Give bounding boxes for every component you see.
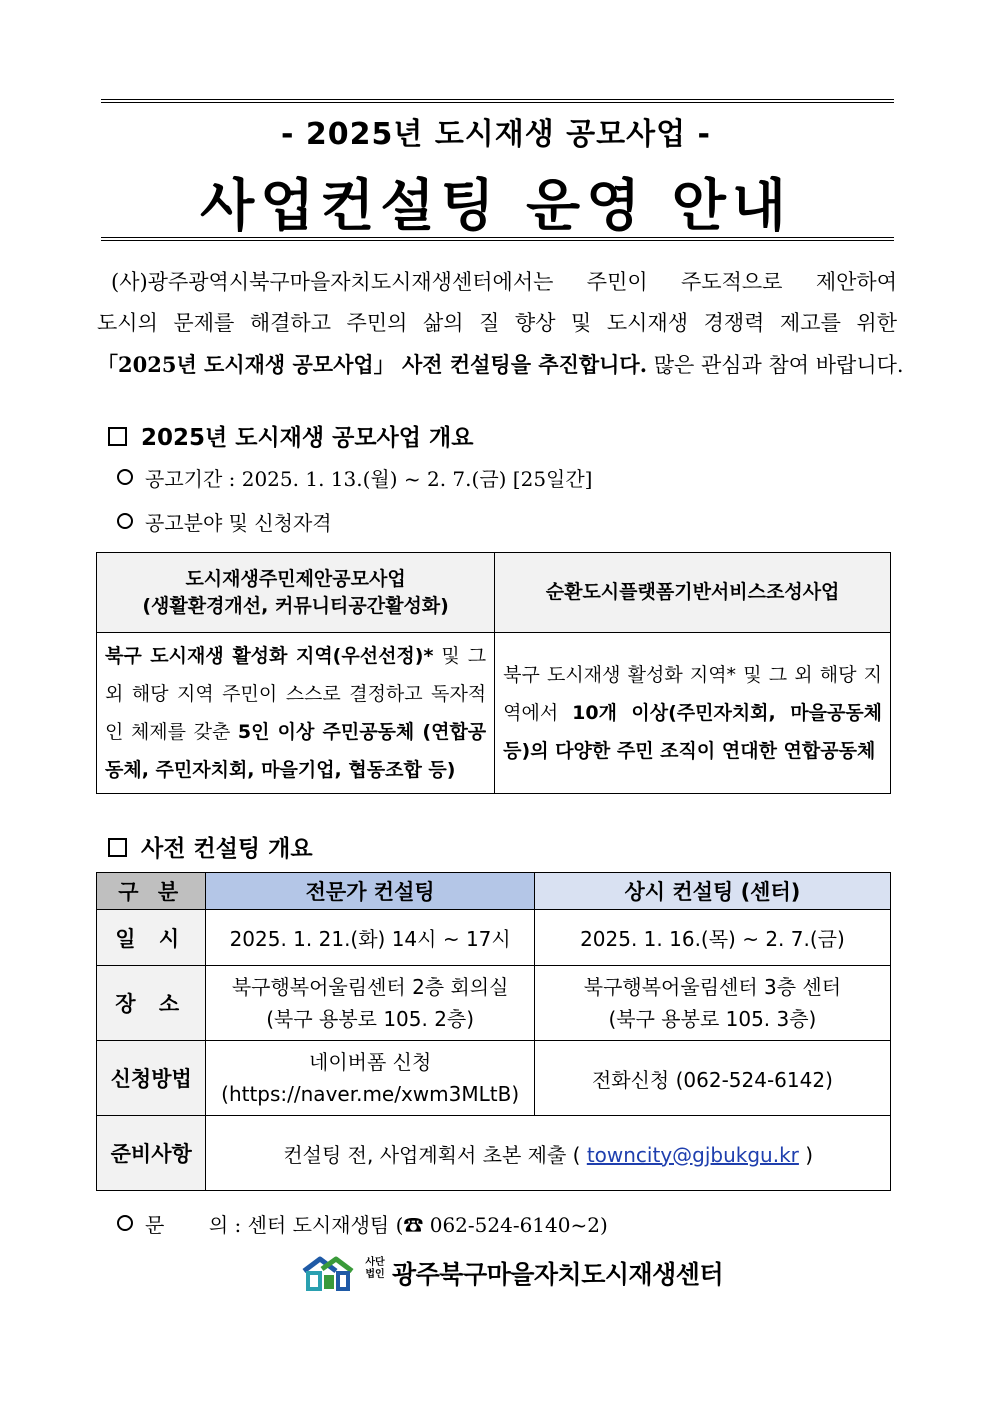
preparation-details: 컨설팅 전, 사업계획서 초본 제출 ( towncity@gjbukgu.kr ) xyxy=(206,1116,891,1191)
date-regular: 2025. 1. 16.(목) ~ 2. 7.(금) xyxy=(534,910,890,966)
place-regular: 북구행복어울림센터 3층 센터 (북구 용봉로 105. 3층) xyxy=(534,966,890,1041)
square-bullet-icon xyxy=(108,427,127,446)
section-heading-text: 2025년 도시재생 공모사업 개요 xyxy=(141,425,474,451)
circle-bullet-icon xyxy=(117,513,133,529)
section-heading-overview xyxy=(108,419,473,452)
intro-line-1: (사)광주광역시북구마을자치도시재생센터에서는 주민이 주도적으로 제안하여 xyxy=(111,270,897,294)
square-bullet-icon xyxy=(108,838,127,857)
date-expert: 2025. 1. 21.(화) 14시 ~ 17시 xyxy=(206,910,534,966)
intro-closing: 많은 관심과 참여 바랍니다. xyxy=(647,353,904,377)
intro-paragraph xyxy=(97,262,904,386)
intro-highlight: 「2025년 도시재생 공모사업」 사전 컨설팅을 추진합니다. xyxy=(97,352,648,377)
fields-eligibility xyxy=(117,507,332,536)
table-row xyxy=(97,966,891,1041)
row-header-preparation: 준비사항 xyxy=(97,1116,206,1191)
corp-label: 사단 법인 xyxy=(365,1257,385,1280)
contact-email-link[interactable]: towncity@gjbukgu.kr xyxy=(586,1142,799,1167)
col-header-expert: 전문가 컨설팅 xyxy=(206,873,534,910)
col-header-regular: 상시 컨설팅 (센터) xyxy=(534,873,890,910)
place-expert: 북구행복어울림센터 2층 회의실 (북구 용봉로 105. 2층) xyxy=(206,966,534,1041)
house-logo-icon xyxy=(300,1253,356,1293)
table-row xyxy=(97,1116,891,1191)
table-row xyxy=(97,1041,891,1116)
page-title: 사업컨설팅 운영 안내 xyxy=(200,174,792,239)
announcement-period-text: 공고기간 : 2025. 1. 13.(월) ~ 2. 7.(금) [25일간] xyxy=(145,467,593,491)
col-header-category: 구 분 xyxy=(97,873,206,910)
eligibility-resident-proposal: 북구 도시재생 활성화 지역(우선선정)* 및 그 외 해당 지역 주민이 스스로 결정하고 독자적인 체제를 갖춘 5인 이상 주민공동체 (연합공동체, 주민자치회, 마을기업, 협동조합 등) xyxy=(97,633,495,794)
row-header-date: 일 시 xyxy=(97,910,206,966)
method-expert: 네이버폼 신청 (https://naver.me/xwm3MLtB) xyxy=(206,1041,534,1116)
contact-info xyxy=(117,1209,608,1238)
table-row xyxy=(97,910,891,966)
eligibility-table xyxy=(96,552,891,794)
circle-bullet-icon xyxy=(117,469,133,485)
table-row xyxy=(97,873,891,910)
contact-text: : 센터 도시재생팀 (☎ 062-524-6140~2) xyxy=(228,1213,608,1237)
row-header-place: 장 소 xyxy=(97,966,206,1041)
eligibility-platform-service: 북구 도시재생 활성화 지역* 및 그 외 해당 지역에서 10개 이상(주민자치회, 마을공동체 등)의 다양한 주민 조직이 연대한 연합공동체 xyxy=(495,633,891,794)
title-bottom-rule xyxy=(101,237,894,238)
contact-label: 문 의 xyxy=(145,1213,229,1237)
col-header-platform-service: 순환도시플랫폼기반서비스조성사업 xyxy=(495,553,891,633)
circle-bullet-icon xyxy=(117,1215,133,1231)
table-row xyxy=(97,553,891,633)
method-regular: 전화신청 (062-524-6142) xyxy=(534,1041,890,1116)
page-subtitle: - 2025년 도시재생 공모사업 - xyxy=(281,117,711,152)
announcement-period xyxy=(117,463,593,492)
organization-name: 광주북구마을자치도시재생센터 xyxy=(392,1260,724,1289)
intro-line-2: 도시의 문제를 해결하고 주민의 삶의 질 향상 및 도시재생 경쟁력 제고를 위한 xyxy=(97,311,897,335)
consulting-table xyxy=(96,872,891,1191)
fields-eligibility-text: 공고분야 및 신청자격 xyxy=(145,511,332,535)
row-header-method: 신청방법 xyxy=(97,1041,206,1116)
section-heading-consulting xyxy=(108,830,313,863)
table-row xyxy=(97,633,891,794)
top-double-rule xyxy=(101,99,894,100)
intro-line-3 xyxy=(97,344,904,386)
section-heading-text: 사전 컨설팅 개요 xyxy=(141,836,313,862)
col-header-resident-proposal: 도시재생주민제안공모사업 (생활환경개선, 커뮤니티공간활성화) xyxy=(97,553,495,633)
